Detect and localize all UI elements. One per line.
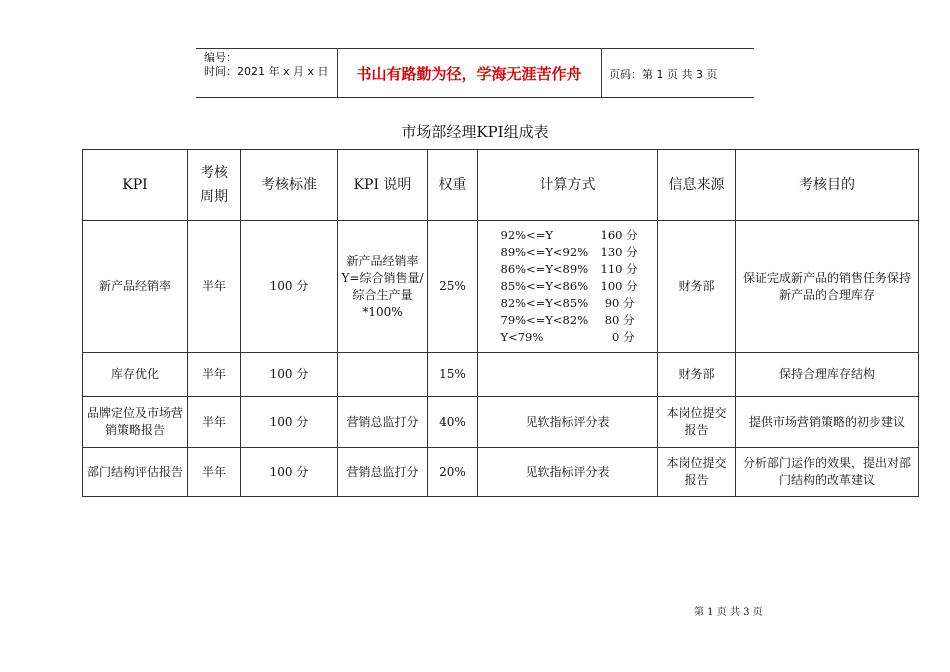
cell-standard: 100 分 bbox=[241, 221, 338, 353]
page-footer: 第 1 页 共 3 页 bbox=[694, 607, 763, 618]
time-label: 时间：2021 年 x 月 x 日 bbox=[204, 65, 329, 78]
cell-kpi: 库存优化 bbox=[83, 353, 188, 397]
cell-explanation: 营销总监打分 bbox=[338, 397, 428, 448]
header-meta bbox=[204, 51, 329, 79]
cell-standard: 100 分 bbox=[241, 353, 338, 397]
table-row bbox=[83, 221, 919, 353]
cell-weight: 15% bbox=[428, 353, 478, 397]
cell-purpose: 分析部门运作的效果，提出对部门结构的改革建议 bbox=[736, 448, 919, 497]
cell-purpose: 保证完成新产品的销售任务保持新产品的合理库存 bbox=[736, 221, 919, 353]
cell-explanation bbox=[338, 353, 428, 397]
cell-standard: 100 分 bbox=[241, 397, 338, 448]
cell-source: 本岗位提交报告 bbox=[658, 448, 736, 497]
cell-weight: 40% bbox=[428, 397, 478, 448]
score-value: 130 分 bbox=[600, 245, 638, 259]
score-condition: 85%<=Y<86% bbox=[500, 279, 589, 293]
header-purpose: 考核目的 bbox=[736, 150, 919, 221]
score-value: 110 分 bbox=[600, 262, 638, 276]
cell-purpose: 提供市场营销策略的初步建议 bbox=[736, 397, 919, 448]
kpi-table bbox=[82, 149, 919, 497]
cell-period: 半年 bbox=[188, 397, 241, 448]
cell-calc bbox=[478, 221, 658, 353]
score-line bbox=[500, 244, 638, 261]
table-row bbox=[83, 448, 919, 497]
score-value: 160 分 bbox=[600, 228, 638, 242]
score-value: 0 分 bbox=[612, 330, 635, 344]
score-line bbox=[501, 312, 635, 329]
header-divider bbox=[601, 49, 602, 97]
header-calc: 计算方式 bbox=[478, 150, 658, 221]
cell-calc bbox=[478, 353, 658, 397]
header-page-info: 页码：第 1 页 共 3 页 bbox=[609, 68, 718, 81]
cell-source: 本岗位提交报告 bbox=[658, 397, 736, 448]
header-explanation: KPI 说明 bbox=[338, 150, 428, 221]
score-value: 100 分 bbox=[600, 279, 638, 293]
cell-calc: 见软指标评分表 bbox=[478, 448, 658, 497]
score-line bbox=[500, 278, 638, 295]
score-value: 80 分 bbox=[604, 313, 635, 327]
score-line bbox=[501, 295, 635, 312]
score-condition: Y<79% bbox=[500, 330, 544, 344]
number-label: 编号： bbox=[204, 51, 237, 64]
cell-weight: 20% bbox=[428, 448, 478, 497]
score-line bbox=[500, 261, 638, 278]
score-condition: 82%<=Y<85% bbox=[500, 296, 589, 310]
table-header-row bbox=[83, 150, 919, 221]
score-line bbox=[500, 227, 638, 244]
cell-period: 半年 bbox=[188, 353, 241, 397]
score-condition: 86%<=Y<89% bbox=[500, 262, 589, 276]
cell-calc: 见软指标评分表 bbox=[478, 397, 658, 448]
table-row bbox=[83, 353, 919, 397]
score-condition: 92%<=Y bbox=[500, 228, 553, 242]
header-motto: 书山有路勤为径，学海无涯苦作舟 bbox=[356, 64, 582, 83]
document-header bbox=[196, 48, 754, 98]
score-condition: 89%<=Y<92% bbox=[500, 245, 589, 259]
score-line bbox=[501, 329, 635, 346]
header-period: 考核 周期 bbox=[188, 150, 241, 221]
cell-explanation: 营销总监打分 bbox=[338, 448, 428, 497]
cell-kpi: 新产品经销率 bbox=[83, 221, 188, 353]
header-kpi: KPI bbox=[83, 150, 188, 221]
cell-period: 半年 bbox=[188, 221, 241, 353]
cell-kpi: 部门结构评估报告 bbox=[83, 448, 188, 497]
cell-standard: 100 分 bbox=[241, 448, 338, 497]
cell-source: 财务部 bbox=[658, 353, 736, 397]
cell-kpi: 品牌定位及市场营销策略报告 bbox=[83, 397, 188, 448]
cell-purpose: 保持合理库存结构 bbox=[736, 353, 919, 397]
header-standard: 考核标准 bbox=[241, 150, 338, 221]
cell-weight: 25% bbox=[428, 221, 478, 353]
page-title: 市场部经理KPI组成表 bbox=[401, 123, 549, 141]
header-source: 信息来源 bbox=[658, 150, 736, 221]
cell-period: 半年 bbox=[188, 448, 241, 497]
cell-explanation: 新产品经销率 Y=综合销售量/综合生产量*100% bbox=[338, 221, 428, 353]
table-row bbox=[83, 397, 919, 448]
cell-source: 财务部 bbox=[658, 221, 736, 353]
score-scale bbox=[500, 227, 638, 346]
score-value: 90 分 bbox=[604, 296, 635, 310]
score-condition: 79%<=Y<82% bbox=[500, 313, 589, 327]
header-weight: 权重 bbox=[428, 150, 478, 221]
